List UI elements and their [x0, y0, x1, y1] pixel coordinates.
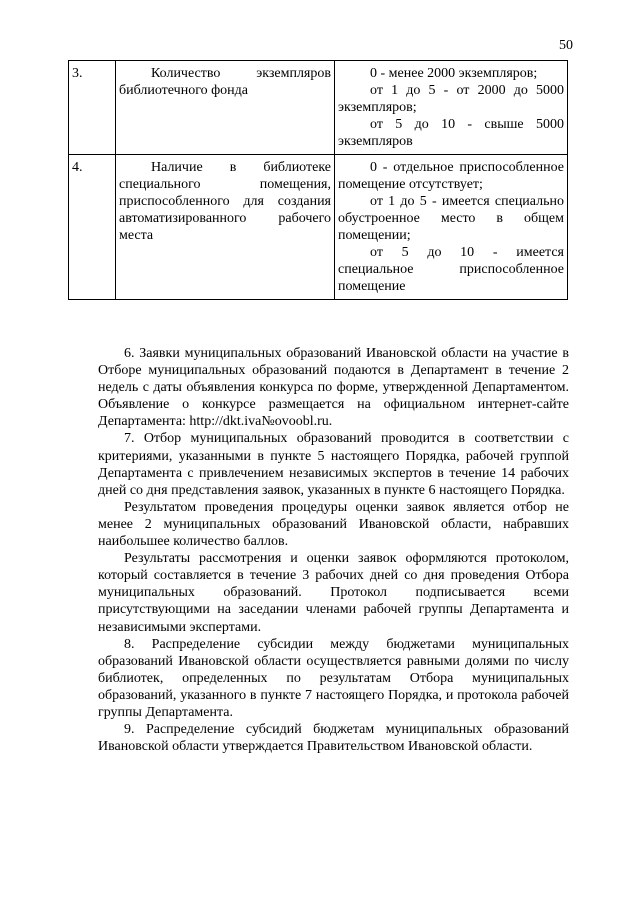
criterion-values [335, 61, 568, 155]
row-number: 4. [69, 155, 116, 300]
criterion-name: Наличие в библиотеке специального помещения, приспособленного для создания автоматизированного рабочего места [116, 155, 335, 300]
row-number: 3. [69, 61, 116, 155]
paragraph-8: 8. Распределение субсидии между бюджетами муниципальных образований Ивановской области осуществляется равными долями по числу библиотек, определенных по результатам Отбора муниципальных образований, указанного в пункте 7 настоящего Порядка, и протокола рабочей группы Департамента. [98, 636, 569, 720]
paragraph-7-protocol: Результаты рассмотрения и оценки заявок оформляются протоколом, который составляется в течение 3 рабочих дней со дня проведения Отбора муниципальных образований. Протокол подписывается всеми присутствующими на заседании членами рабочей группы Департамента и независимыми экспертами. [98, 551, 569, 635]
paragraph-7-result: Результатом проведения процедуры оценки заявок является отбор не менее 2 муниципальных образований Ивановской области, набравших наибольшее количество баллов. [98, 499, 569, 550]
table-row [69, 61, 568, 155]
criterion-values [335, 155, 568, 300]
criteria-table [68, 60, 568, 300]
value-line: 0 - менее 2000 экземпляров; [370, 66, 538, 81]
value-line: от 1 до 5 - имеется специально обустроенное место в общем помещении; [338, 194, 564, 243]
paragraph-7: 7. Отбор муниципальных образований проводится в соответствии с критериями, указанными в пункте 5 настоящего Порядка, рабочей группой Департамента с привлечением независимых экспертов в течение 14 рабочих дней со дня представления заявок, указанных в пункте 6 настоящего Порядка. [98, 431, 569, 498]
value-line: 0 - отдельное приспособленное помещение отсутствует; [338, 160, 564, 192]
value-line: от 1 до 5 - от 2000 до 5000 экземпляров; [338, 83, 564, 115]
paragraph-6: 6. Заявки муниципальных образований Ивановской области на участие в Отборе муниципальных образований подаются в Департамент в течение 2 недель с даты объявления конкурса по форме, утвержденной Департаментом. Объявление о конкурсе размещается на официальном интернет-сайте Департамента: http://dkt.iva№ovoobl.ru. [98, 346, 569, 430]
table-row [69, 155, 568, 300]
value-line: от 5 до 10 - имеется специальное приспособленное помещение [338, 245, 564, 294]
document-body [98, 345, 569, 755]
criterion-name: Количество экземпляров библиотечного фонда [116, 61, 335, 155]
value-line: от 5 до 10 - свыше 5000 экземпляров [338, 117, 564, 149]
page-number: 50 [559, 38, 573, 53]
paragraph-9: 9. Распределение субсидий бюджетам муниципальных образований Ивановской области утверждается Правительством Ивановской области. [98, 722, 569, 755]
